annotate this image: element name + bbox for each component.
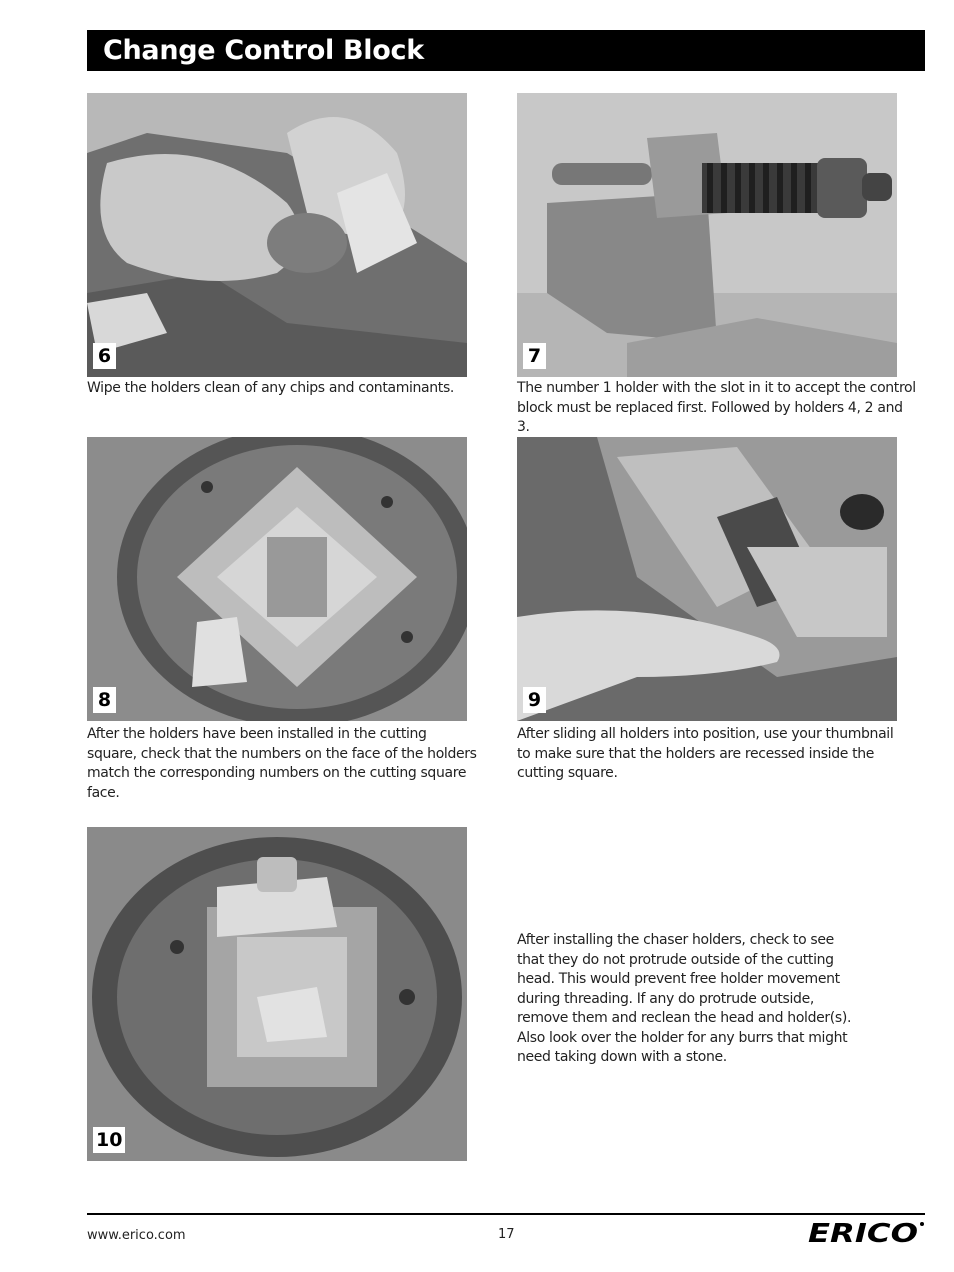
photo-hands-wiping-holder <box>87 93 467 377</box>
caption-step-8: After the holders have been installed in the cutting square, check that the numbers on the face of the holders match the corresponding numbers on the cutting square face. <box>87 726 477 801</box>
caption-step-10: After installing the chaser holders, check to see that they do not protrude outside of the cutting head. This would prevent free holder movement during threading. If any do protrude outside, remove them and reclean the head and holder(s). Also look over the holder for any burrs that might need taking down with a stone. <box>517 932 852 1065</box>
footer-divider <box>87 1213 925 1215</box>
photo-step-9 <box>517 437 897 721</box>
step-number-badge: 6 <box>93 343 116 369</box>
footer-url: www.erico.com <box>87 1228 186 1243</box>
page-title: Change Control Block <box>87 30 925 71</box>
photo-step-7 <box>517 93 897 377</box>
step-number-badge: 10 <box>93 1127 125 1153</box>
photo-step-6 <box>87 93 467 377</box>
photo-installed-chaser-holders <box>87 827 467 1161</box>
step-number-badge: 9 <box>523 687 546 713</box>
erico-logo-icon <box>806 1218 926 1248</box>
caption-step-6: Wipe the holders clean of any chips and contaminants. <box>87 380 454 396</box>
photo-thumbnail-check <box>517 437 897 721</box>
photo-step-10 <box>87 827 467 1161</box>
caption-step-9: After sliding all holders into position, use your thumbnail to make sure that the holders are recessed inside the cutting square. <box>517 726 894 781</box>
logo-text: ERICO <box>808 1219 918 1248</box>
photo-holders-in-cutting-square <box>87 437 467 721</box>
photo-step-8 <box>87 437 467 721</box>
caption-step-7: The number 1 holder with the slot in it to accept the control block must be replaced first. Followed by holders 4, 2 and 3. <box>517 380 916 435</box>
page-number: 17 <box>498 1227 515 1242</box>
step-number-badge: 8 <box>93 687 116 713</box>
photo-holder-with-control-block <box>517 93 897 377</box>
step-number-badge: 7 <box>523 343 546 369</box>
